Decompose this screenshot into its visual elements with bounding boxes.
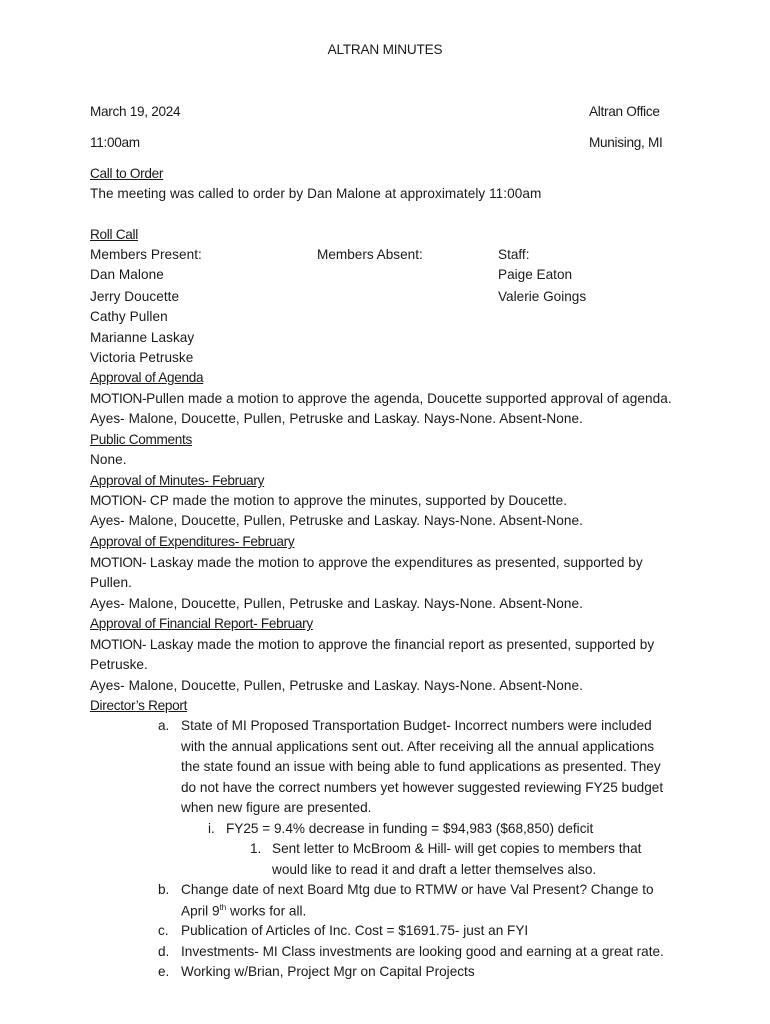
minutes-motion <box>90 493 567 508</box>
item-d-text: Investments- MI Class investments are looking good and earning at a great rate. <box>181 944 664 959</box>
document-title: ALTRAN MINUTES <box>327 42 443 57</box>
minutes-heading: Approval of Minutes- February <box>90 473 265 488</box>
item-a-line: with the annual applications sent out. After receiving all the annual applications <box>181 739 655 754</box>
item-b-rest: works for all. <box>226 903 307 919</box>
list-marker-c: c. <box>158 923 169 938</box>
item-c-text: Publication of Articles of Inc. Cost = $1691.75- just an FYI <box>181 923 529 938</box>
expenditures-heading: Approval of Expenditures- February <box>90 534 295 549</box>
item-1-line: Sent letter to McBroom & Hill- will get copies to members that <box>272 841 642 856</box>
staff-member: Paige Eaton <box>498 267 573 282</box>
members-present-label: Members Present: <box>90 247 202 262</box>
motion-text: Pullen made a motion to approve the agenda, Doucette supported approval of agenda. <box>146 391 672 406</box>
minutes-vote: Ayes- Malone, Doucette, Pullen, Petruske and Laskay. Nays-None. Absent-None. <box>90 513 583 528</box>
staff-member: Valerie Goings <box>498 289 587 304</box>
item-a-line: the state found an issue with being able to fund applications as presented. They <box>181 759 661 774</box>
list-marker-b: b. <box>158 882 170 897</box>
financial-motion <box>90 637 654 652</box>
agenda-motion <box>90 391 672 406</box>
list-marker-d: d. <box>158 944 170 959</box>
financial-vote: Ayes- Malone, Doucette, Pullen, Petruske and Laskay. Nays-None. Absent-None. <box>90 678 583 693</box>
roll-call-labels <box>90 247 202 262</box>
motion-text: CP made the motion to approve the minutes, supported by Doucette. <box>146 493 568 508</box>
member-present: Marianne Laskay <box>90 330 195 345</box>
public-comments-text: None. <box>90 452 127 467</box>
list-marker-i: i. <box>208 821 215 836</box>
meeting-date: March 19, 2024 <box>90 104 181 119</box>
meeting-time: 11:00am <box>90 135 140 150</box>
member-present: Cathy Pullen <box>90 309 168 324</box>
motion-label: MOTION- <box>90 555 147 570</box>
agenda-heading: Approval of Agenda <box>90 370 204 385</box>
list-marker-a: a. <box>158 718 170 733</box>
motion-label: MOTION- <box>90 637 147 652</box>
item-i-text: FY25 = 9.4% decrease in funding = $94,983 ($68,850) deficit <box>226 821 594 836</box>
financial-motion-cont: Petruske. <box>90 657 148 672</box>
member-present: Victoria Petruske <box>90 350 194 365</box>
meeting-city: Munising, MI <box>589 135 663 150</box>
expenditures-vote: Ayes- Malone, Doucette, Pullen, Petruske and Laskay. Nays-None. Absent-None. <box>90 596 583 611</box>
item-b-line: Change date of next Board Mtg due to RTMW or have Val Present? Change to <box>181 882 654 897</box>
member-present: Dan Malone <box>90 267 164 282</box>
staff-label: Staff: <box>498 247 530 262</box>
expenditures-motion-cont: Pullen. <box>90 575 132 590</box>
roll-call-heading: Roll Call <box>90 227 138 242</box>
item-e-text: Working w/Brian, Project Mgr on Capital Projects <box>181 964 475 979</box>
call-to-order-heading: Call to Order <box>90 166 164 181</box>
item-1-line: would like to read it and draft a letter themselves also. <box>272 862 597 877</box>
item-b-line <box>181 903 306 919</box>
item-b-date: April 9 <box>181 903 220 919</box>
item-a-line: do not have the correct numbers yet however suggested reviewing FY25 budget <box>181 780 664 795</box>
motion-label: MOTION- <box>90 391 147 406</box>
agenda-vote: Ayes- Malone, Doucette, Pullen, Petruske and Laskay. Nays-None. Absent-None. <box>90 411 583 426</box>
item-b-date-suffix: th <box>219 903 227 912</box>
item-a-line: State of MI Proposed Transportation Budget- Incorrect numbers were included <box>181 718 652 733</box>
expenditures-motion <box>90 555 643 570</box>
meeting-location: Altran Office <box>589 104 660 119</box>
public-comments-heading: Public Comments <box>90 432 193 447</box>
members-absent-label: Members Absent: <box>317 247 423 262</box>
motion-text: Laskay made the motion to approve the financial report as presented, supported by <box>146 637 655 652</box>
list-marker-1: 1. <box>250 841 262 856</box>
list-marker-e: e. <box>158 964 170 979</box>
member-present: Jerry Doucette <box>90 289 180 304</box>
call-to-order-text: The meeting was called to order by Dan Malone at approximately 11:00am <box>90 186 542 201</box>
directors-report-heading: Director’s Report <box>90 698 188 713</box>
motion-text: Laskay made the motion to approve the expenditures as presented, supported by <box>146 555 643 570</box>
motion-label: MOTION- <box>90 493 147 508</box>
financial-heading: Approval of Financial Report- February <box>90 616 313 631</box>
item-a-line: when new figure are presented. <box>181 800 372 815</box>
